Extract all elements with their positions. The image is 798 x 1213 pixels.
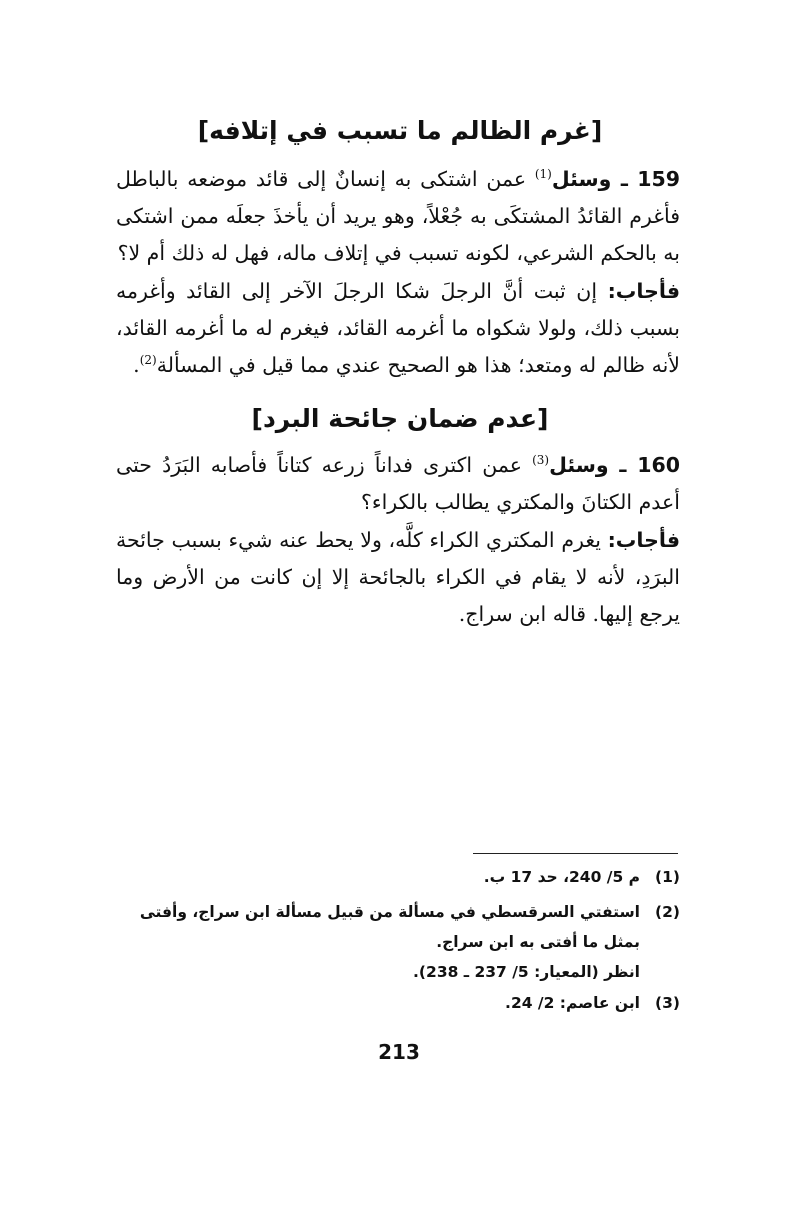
question-keyword: وسئل <box>549 453 609 477</box>
question-text: عمن اكترى فداناً زرعه كتاناً فأصابه البَرَدُ حتى أعدم الكتانَ والمكتري يطالب بالكراء؟ <box>116 453 680 514</box>
footnote-text: استفتي السرقسطي في مسألة من قبيل مسألة ابن سراج، وأفتى بمثل ما أفتى به ابن سراج. <box>139 903 640 951</box>
footnote-number: (2) <box>655 903 680 921</box>
page-number: 213 <box>378 1040 420 1064</box>
answer-paragraph-160 <box>116 522 680 633</box>
answer-text: يغرم المكتري الكراء كلَّه، ولا يحط عنه شيء بسبب جائحة البرَدِ، لأنه لا يقام في الكراء بالجائحة إلا إن كانت من الأرض وما يرجع إليها. قاله ابن سراج. <box>116 528 680 626</box>
answer-keyword: فأجاب: <box>607 528 680 552</box>
footnote-number: (1) <box>655 868 680 886</box>
question-number: 160 <box>637 453 680 477</box>
answer-text: إن ثبت أنَّ الرجلَ شكا الرجلَ الآخر إلى القائد وأغرمه بسبب ذلك، ولولا شكواه ما أغرمه القائد، فيغرم له ما أغرمه القائد، لأنه ظالم له ومتعد؛ هذا هو الصحيح عندي مما قيل في المسألة <box>116 279 680 377</box>
footnote-text: ابن عاصم: 2/ 24. <box>505 994 640 1012</box>
footnote-extra: انظر (المعيار: 5/ 237 ـ 238). <box>413 963 640 981</box>
question-paragraph-159 <box>116 161 680 272</box>
question-dash: ـ <box>608 453 638 477</box>
answer-keyword: فأجاب: <box>607 279 680 303</box>
question-number: 159 <box>637 167 681 191</box>
footnote-ref-3[interactable]: (3) <box>532 453 550 468</box>
footnote-2 <box>116 897 680 987</box>
question-keyword: وسئل <box>551 167 612 191</box>
answer-paragraph-159 <box>116 273 680 384</box>
footnote-3 <box>116 988 680 1018</box>
footnote-ref-2[interactable]: (2) <box>139 353 157 368</box>
section-heading-1: [غرم الظالم ما تسبب في إتلافه] <box>197 116 603 145</box>
footnote-1 <box>116 862 680 892</box>
footnote-divider <box>473 853 678 854</box>
footnote-ref-1[interactable]: (1) <box>534 167 552 182</box>
section-heading-2: [عدم ضمان جائحة البرد] <box>251 404 549 433</box>
question-paragraph-160 <box>116 447 680 521</box>
footnote-text: م 5/ 240، حد 17 ب. <box>483 868 640 886</box>
answer-end: . <box>133 353 140 377</box>
question-text: عمن اشتكى به إنسانٌ إلى قائد موضعه بالباطل فأغرم القائدُ المشتكَى به جُعْلاً، وهو يريد أن يأخذَ جعلَه ممن اشتكى به بالحكم الشرعي، لكونه تسبب في إتلاف ماله، فهل له ذلك أم لا؟ <box>116 167 680 265</box>
question-dash: ـ <box>611 167 638 191</box>
footnote-number: (3) <box>655 994 680 1012</box>
